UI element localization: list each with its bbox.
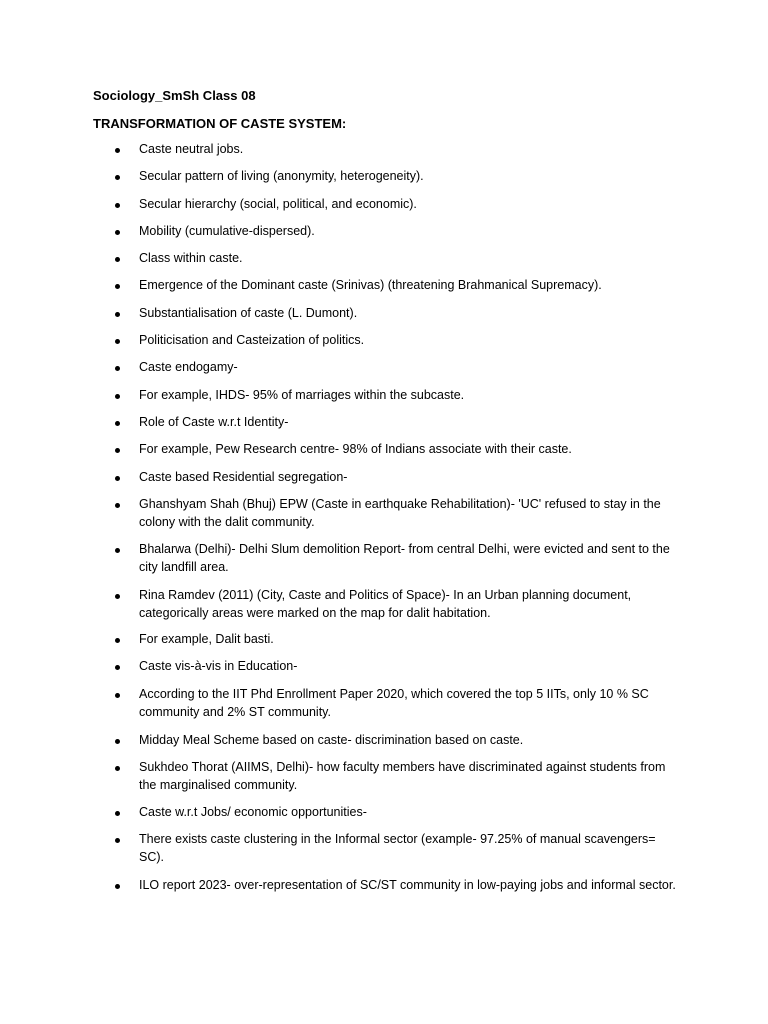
bullet-text: Caste neutral jobs. xyxy=(139,142,244,156)
bullet-text: Politicisation and Casteization of politics. xyxy=(139,333,365,347)
bullet-icon xyxy=(115,312,120,317)
bullet-icon xyxy=(115,421,120,426)
bullet-text: For example, IHDS- 95% of marriages within the subcaste. xyxy=(139,388,465,402)
bullet-text: Substantialisation of caste (L. Dumont). xyxy=(139,306,358,320)
bullet-text: Ghanshyam Shah (Bhuj) EPW (Caste in earthquake Rehabilitation)- 'UC' refused to stay in the colony with the dalit community. xyxy=(139,497,661,529)
bullet-text: Role of Caste w.r.t Identity- xyxy=(139,415,289,429)
bullet-text: Bhalarwa (Delhi)- Delhi Slum demolition Report- from central Delhi, were evicted and sent to the city landfill area. xyxy=(139,542,670,574)
bullet-text: According to the IIT Phd Enrollment Paper 2020, which covered the top 5 IITs, only 10 % SC community and 2% ST community. xyxy=(139,687,649,719)
bullet-icon xyxy=(115,366,120,371)
bullet-text: There exists caste clustering in the Informal sector (example- 97.25% of manual scavengers= SC). xyxy=(139,832,656,864)
bullet-text: For example, Dalit basti. xyxy=(139,632,274,646)
bullet-text: ILO report 2023- over-representation of SC/ST community in low-paying jobs and informal sector. xyxy=(139,878,676,892)
bullet-text: Sukhdeo Thorat (AIIMS, Delhi)- how faculty members have discriminated against students from the marginalised community. xyxy=(139,760,666,792)
bullet-icon xyxy=(115,257,120,262)
bullet-text: Midday Meal Scheme based on caste- discrimination based on caste. xyxy=(139,733,524,747)
bullet-icon xyxy=(115,394,120,399)
bullet-icon xyxy=(115,739,120,744)
bullet-icon xyxy=(115,175,120,180)
bullet-icon xyxy=(115,693,120,698)
bullet-text: Emergence of the Dominant caste (Srinivas) (threatening Brahmanical Supremacy). xyxy=(139,278,602,292)
bullet-text: Caste based Residential segregation- xyxy=(139,470,348,484)
bullet-text: Caste endogamy- xyxy=(139,360,238,374)
bullet-text: Rina Ramdev (2011) (City, Caste and Politics of Space)- In an Urban planning document, categorically areas were marked on the map for dalit habitation. xyxy=(139,588,632,620)
bullet-text: Caste vis-à-vis in Education- xyxy=(139,659,298,673)
bullet-icon xyxy=(115,148,120,153)
bullet-text: Mobility (cumulative-dispersed). xyxy=(139,224,315,238)
bullet-icon xyxy=(115,448,120,453)
bullet-text: Secular pattern of living (anonymity, heterogeneity). xyxy=(139,169,424,183)
bullet-icon xyxy=(115,339,120,344)
bullet-icon xyxy=(115,284,120,289)
bullet-icon xyxy=(115,638,120,643)
bullet-text: Class within caste. xyxy=(139,251,243,265)
bullet-icon xyxy=(115,811,120,816)
bullet-icon xyxy=(115,838,120,843)
bullet-text: Secular hierarchy (social, political, and economic). xyxy=(139,197,417,211)
bullet-icon xyxy=(115,665,120,670)
bullet-icon xyxy=(115,230,120,235)
bullet-icon xyxy=(115,884,120,889)
bullet-icon xyxy=(115,476,120,481)
bullet-icon xyxy=(115,503,120,508)
section-heading: TRANSFORMATION OF CASTE SYSTEM: xyxy=(93,116,347,131)
bullet-icon xyxy=(115,203,120,208)
bullet-icon xyxy=(115,766,120,771)
document-title: Sociology_SmSh Class 08 xyxy=(93,88,256,103)
bullet-icon xyxy=(115,594,120,599)
bullet-text: For example, Pew Research centre- 98% of Indians associate with their caste. xyxy=(139,442,572,456)
bullet-icon xyxy=(115,548,120,553)
bullet-text: Caste w.r.t Jobs/ economic opportunities- xyxy=(139,805,367,819)
